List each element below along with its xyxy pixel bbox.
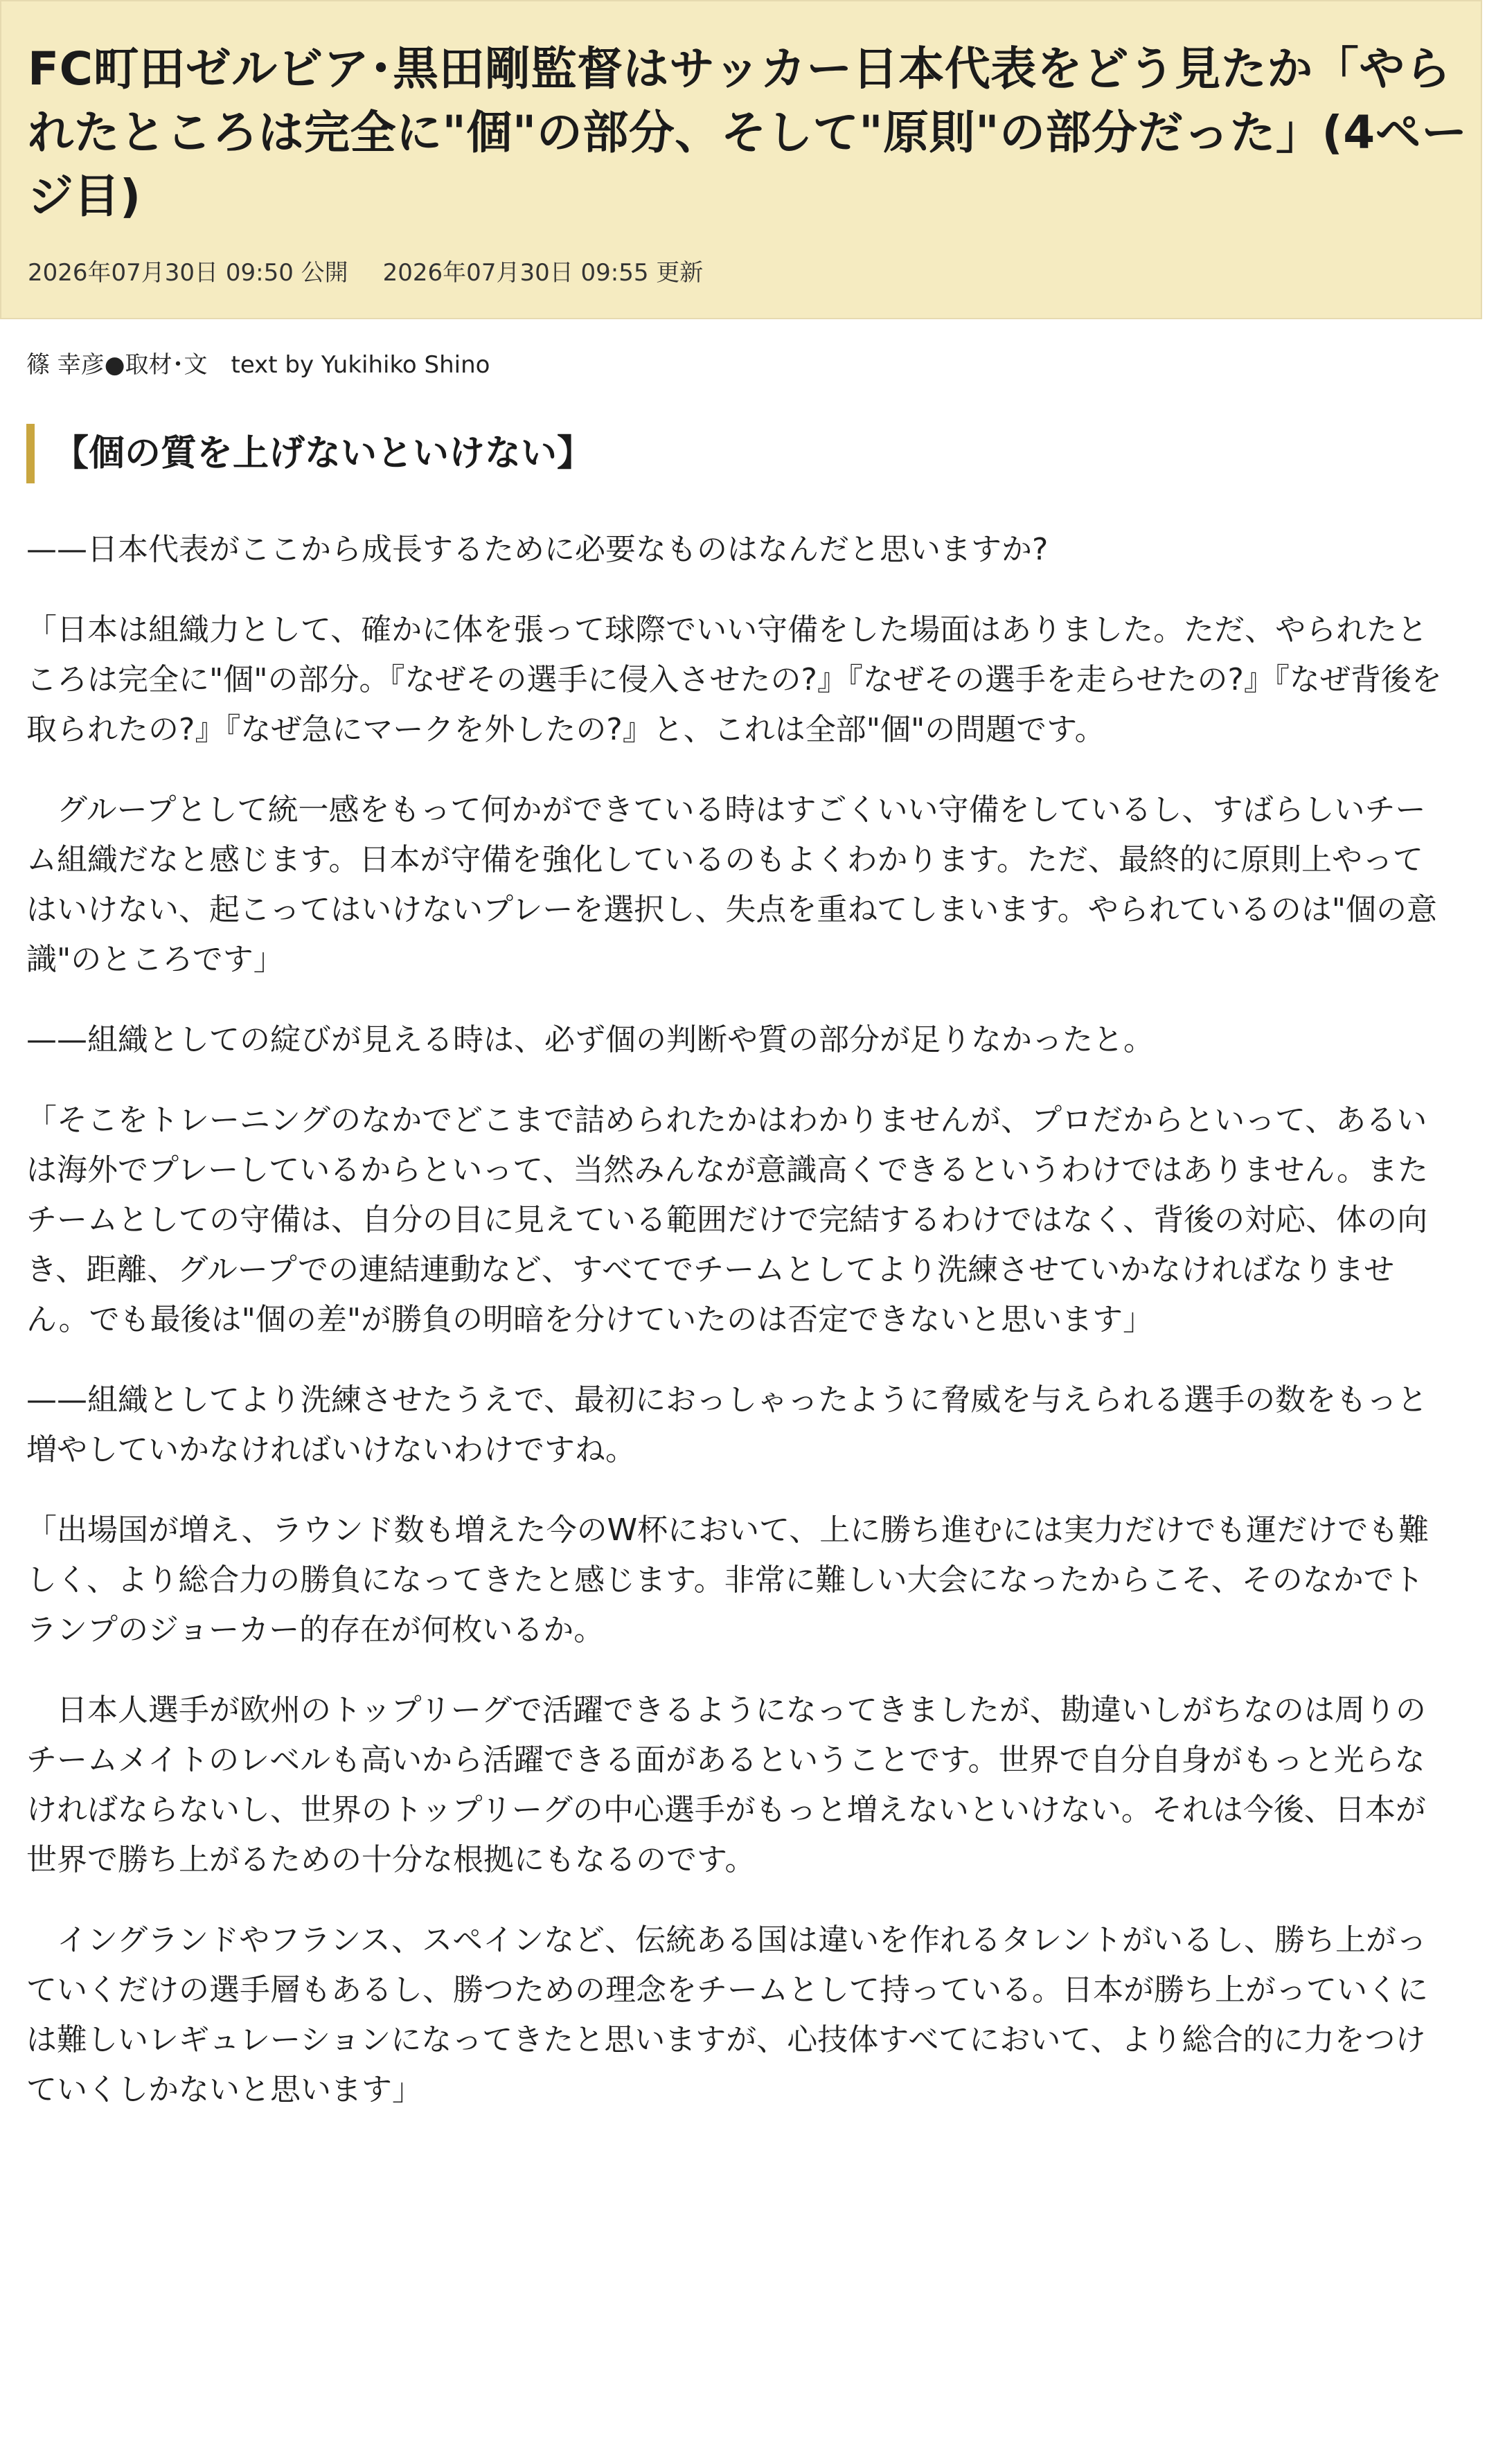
section-heading: 【個の質を上げないといけない】 xyxy=(26,424,593,483)
article-dates xyxy=(28,258,709,288)
byline xyxy=(26,350,490,380)
byline-author: 篠 幸彦●取材･文 xyxy=(26,351,208,379)
article-title: FC町田ゼルビア･黒田剛監督はサッカー日本代表をどう見たか「やられたところは完全に"個"の部分、そして"原則"の部分だった」(4ページ目) xyxy=(28,42,1468,223)
byline-credit: text by Yukihiko Shino xyxy=(231,351,490,379)
paragraph-question-3: ——組織としてより洗練させたうえで、最初におっしゃったように脅威を与えられる選手の数をもっと増やしていかなければいけないわけですね。 xyxy=(26,1382,1428,1467)
published-date: 2026年07月30日 09:50 公開 xyxy=(28,259,348,287)
paragraph-question-1: ——日本代表がここから成長するために必要なものはなんだと思いますか? xyxy=(26,532,1049,567)
paragraph-answer-2: グループとして統一感をもって何かができている時はすごくいい守備をしているし、すばらしいチーム組織だなと感じます。日本が守備を強化しているのもよくわかります。ただ、最終的に原則上やってはいけない、起こってはいけないプレーを選択し、失点を重ねてしまいます。やられているのは"個の意識"のところです」 xyxy=(26,792,1437,977)
updated-date: 2026年07月30日 09:55 更新 xyxy=(382,259,704,287)
article-body xyxy=(26,525,1453,2115)
paragraph-answer-3: 「そこをトレーニングのなかでどこまで詰められたかはわかりませんが、プロだからといって、あるいは海外でプレーしているからといって、当然みんなが意識高くできるというわけではありません。またチームとしての守備は、自分の目に見えている範囲だけで完結するわけではなく、背後の対応、体の向き、距離、グループでの連結連動など、すべてでチームとしてより洗練させていかなければなりません。でも最後は"個の差"が勝負の明暗を分けていたのは否定できないと思います」 xyxy=(26,1102,1428,1337)
paragraph-answer-4: 「出場国が増え、ラウンド数も増えた今のW杯において、上に勝ち進むには実力だけでも運だけでも難しく、より総合力の勝負になってきたと感じます。非常に難しい大会になったからこそ、そのなかでトランプのジョーカー的存在が何枚いるか。 xyxy=(26,1512,1430,1648)
paragraph-question-2: ——組織としての綻びが見える時は、必ず個の判断や質の部分が足りなかったと。 xyxy=(26,1022,1154,1057)
paragraph-answer-6: イングランドやフランス、スペインなど、伝統ある国は違いを作れるタレントがいるし、勝ち上がっていくだけの選手層もあるし、勝つための理念をチームとして持っている。日本が勝ち上がっていくには難しいレギュレーションになってきたと思いますが、心技体すべてにおいて、より総合的に力をつけていくしかないと思います」 xyxy=(26,1922,1428,2107)
article-header xyxy=(0,0,1482,319)
paragraph-answer-1: 「日本は組織力として、確かに体を張って球際でいい守備をした場面はありました。ただ、やられたところは完全に"個"の部分。『なぜその選手に侵入させたの?』『なぜその選手を走らせたの?』『なぜ背後を取られたの?』『なぜ急にマークを外したの?』と、これは全部"個"の問題です。 xyxy=(26,612,1442,747)
paragraph-answer-5: 日本人選手が欧州のトップリーグで活躍できるようになってきましたが、勘違いしがちなのは周りのチームメイトのレベルも高いから活躍できる面があるということです。世界で自分自身がもっと光らなければならないし、世界のトップリーグの中心選手がもっと増えないといけない。それは今後、日本が世界で勝ち上がるための十分な根拠にもなるのです。 xyxy=(26,1693,1426,1877)
